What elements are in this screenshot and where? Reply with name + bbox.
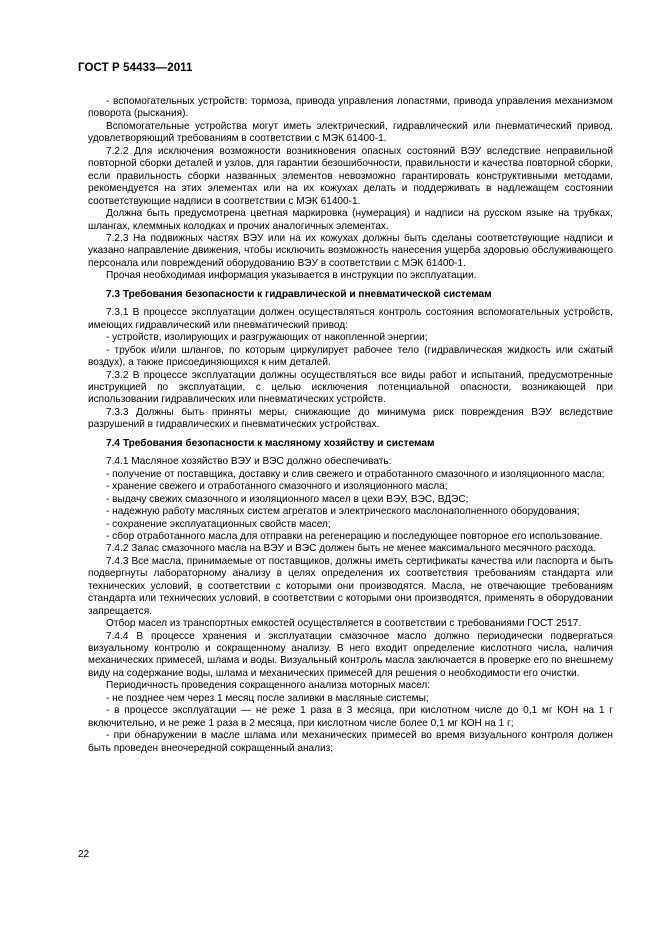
document-body (88, 96, 613, 755)
paragraph: 7.2.2 Для исключения возможности возникновения опасных состояний ВЭУ вследствие неправильной повторной сборки деталей и узлов, для гарантии безошибочности, правильности и качества повторной сборки, если правильность сборки названных элементов невозможно гарантировать конструктивными методами, рекомендуется на этих элементах или на их кожухах делать и поддерживать в надлежащем состоянии соответствующие надписи в соответствии с МЭК 61400-1. (88, 145, 613, 207)
list-item: - не позднее чем через 1 месяц после заливки в масляные системы; (106, 692, 429, 704)
list-item: - трубок и/или шлангов, по которым циркулирует рабочее тело (гидравлическая жидкость или сжатый воздух), а также присоединяющихся к ним деталей. (88, 344, 613, 369)
paragraph: Должна быть предусмотрена цветная маркировка (нумерация) и надписи на русском языке на трубках, шлангах, клеммных колодках и прочих аналогичных элементах. (88, 208, 613, 232)
paragraph: Вспомогательные устройства могут иметь электрический, гидравлический или пневматический привод, удовлетворяющий требованиям в соответствии с МЭК 61400-1. (88, 120, 613, 145)
list-item: - в процессе эксплуатации — не реже 1 раза в 3 месяца, при кислотном числе до 0,1 мг КОН на 1 г включительно, и не реже 1 раза в 2 месяца, при кислотном числе более 0,1 мг КОН на 1 г; (88, 705, 613, 729)
paragraph: Отбор масел из транспортных емкостей осуществляется в соответствии с требованиями ГОСТ 2517. (106, 618, 582, 630)
list-item: - сбор отработанного масла для отправки на регенерацию и последующее повторное его использование. (106, 530, 603, 542)
page-number: 22 (78, 849, 90, 860)
section-heading-7-4: 7.4 Требования безопасности к масляному хозяйству и системам (106, 437, 435, 449)
list-item: - выдачу свежих смазочного и изоляционного масел в цехи ВЭУ, ВЭС, ВДЭС; (106, 493, 469, 505)
paragraph: 7.4.2 Запас смазочного масла на ВЭУ и ВЭС должен быть не менее максимального месячного расхода. (106, 543, 596, 555)
list-item: - устройств, изолирующих и разгружающих от накопленной энергии; (106, 332, 428, 344)
paragraph: 7.3.1 В процессе эксплуатации должен осуществляться контроль состояния вспомогательных устройств, имеющих гидравлический или пневматический привод: (88, 307, 613, 331)
list-item: - надежную работу масляных систем агрегатов и электрического маслонаполненного оборудования; (106, 506, 580, 518)
document-header: ГОСТ Р 54433—2011 (78, 62, 193, 74)
paragraph: - вспомогательных устройств: тормоза, привода управления лопастями, привода управления механизмом поворота (рыскания). (88, 96, 613, 120)
paragraph: 7.3.3 Должны быть приняты меры, снижающие до минимума риск повреждения ВЭУ вследствие разрушений в гидравлических и пневматических устройствах. (88, 406, 613, 431)
section-heading-7-3: 7.3 Требования безопасности к гидравлической и пневматической системам (106, 288, 492, 300)
list-item: - хранение свежего и отработанного смазочного и изоляционного масла; (106, 481, 448, 493)
list-item: - сохранение эксплуатационных свойств масел; (106, 518, 331, 530)
list-item: - при обнаружении в масле шлама или механических примесей во время визуального контроля должен быть проведен внеочередной сокращенный анализ; (88, 730, 613, 754)
paragraph: Прочая необходимая информация указывается в инструкции по эксплуатации. (106, 270, 477, 282)
paragraph: 7.4.4 В процессе хранения и эксплуатации смазочное масло должно периодически подвергаться визуальному контролю и сокращенному анализу. В него входит определение кислотного числа, наличия механических примесей, шлама и воды. Визуальный контроль масла заключается в проверке его по внешнему виду на содержание воды, шлама и механических примесей для решения о необходимости его очистки. (88, 630, 613, 679)
paragraph: Периодичность проведения сокращенного анализа моторных масел: (106, 680, 431, 692)
paragraph: 7.4.3 Все масла, принимаемые от поставщиков, должны иметь сертификаты качества или паспорта и быть подвергнуты лабораторному анализу в целях определения их соответствия требованиям стандарта или технических условий, в соответствии с которыми они производятся. Масла, не отвечающие требованиям стандарта или технических условий, в соответствии с которыми они производятся, применять в оборудовании запрещается. (88, 555, 613, 617)
paragraph: 7.3.2 В процессе эксплуатации должны осуществляться все виды работ и испытаний, предусмотренные инструкцией по эксплуатации, с целью исключения потенциальной опасности, возникающей при использовании гидравлических или пневматических устройств. (88, 369, 613, 406)
paragraph: 7.4.1 Масляное хозяйство ВЭУ и ВЭС должно обеспечивать: (106, 456, 392, 468)
list-item: - получение от поставщика, доставку и слив свежего и отработанного смазочного и изоляционного масла; (106, 468, 605, 480)
paragraph: 7.2.3 На подвижных частях ВЭУ или на их кожухах должны быть сделаны соответствующие надписи и указано направление движения, чтобы исключить возможность нанесения ущерба здоровью обслуживающего персонала или повреждений оборудованию ВЭУ в соответствии с МЭК 61400-1. (88, 232, 613, 269)
